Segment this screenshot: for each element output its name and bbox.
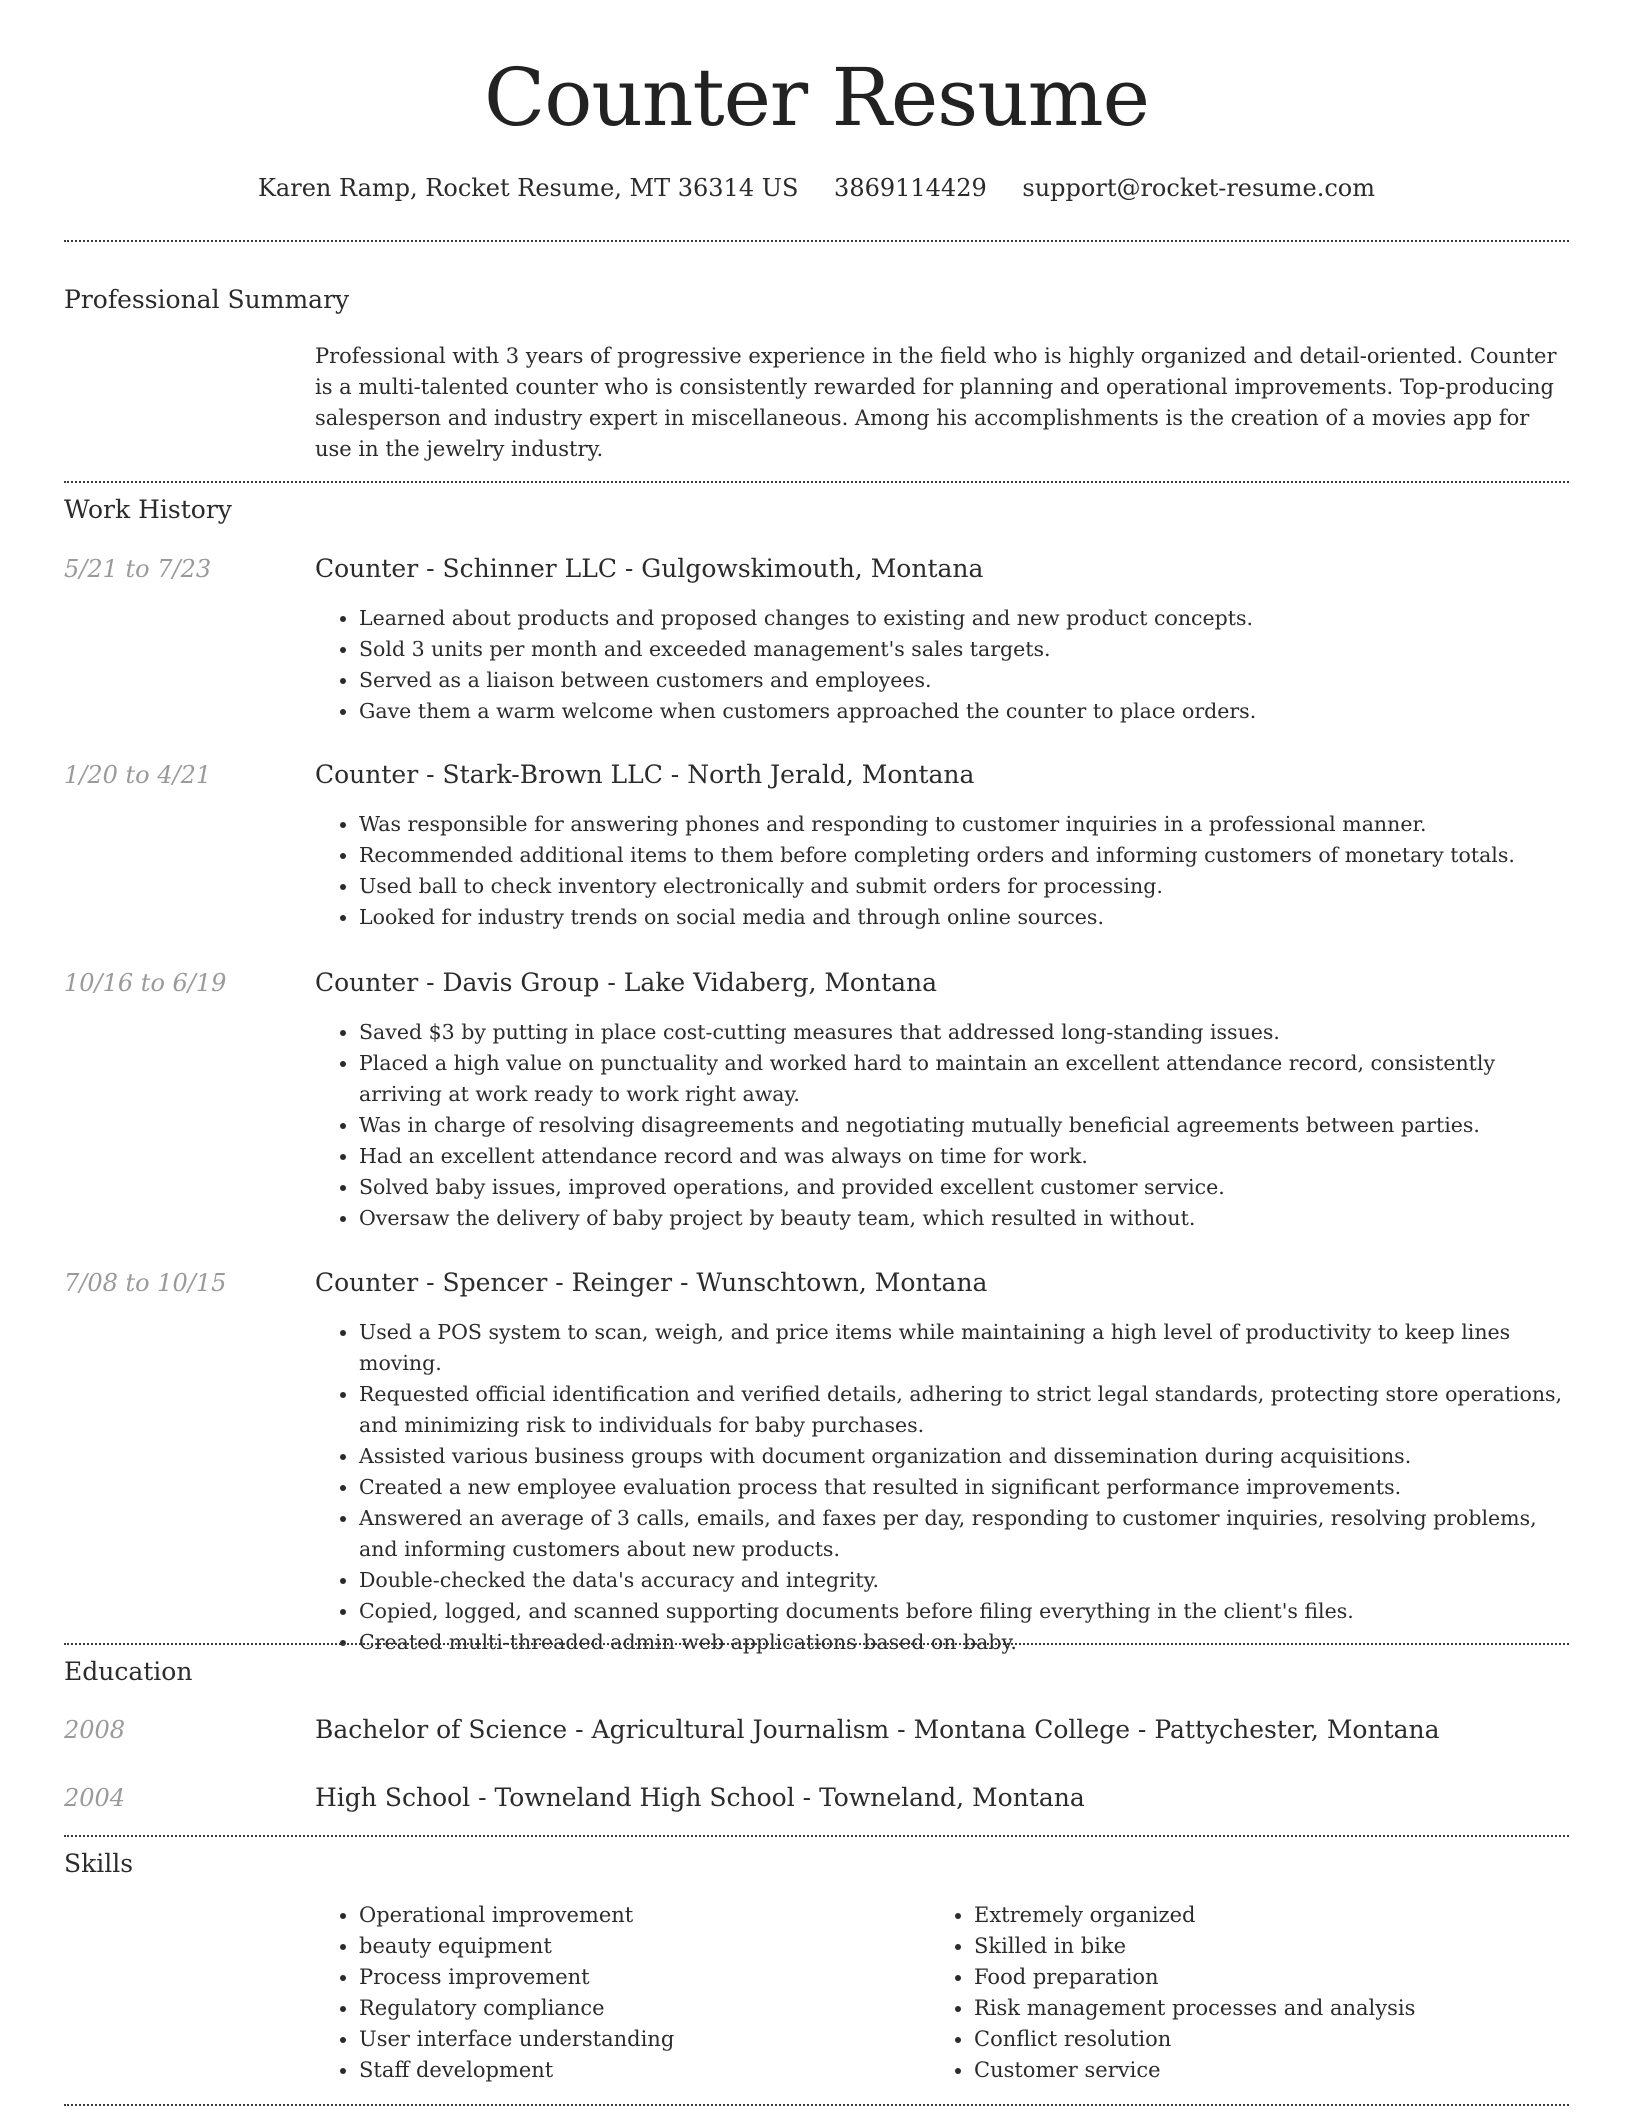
section-title-skills: Skills: [64, 1849, 134, 1878]
skills-list-right: [930, 1900, 1530, 2086]
list-item: • Recommended additional items to them before completing orders and informing customers of monetary totals.: [359, 840, 1569, 871]
job-bullets: [315, 1017, 1569, 1234]
list-item: • Used ball to check inventory electronically and submit orders for processing.: [359, 871, 1569, 902]
skill-item: • Staff development: [359, 2055, 915, 2086]
education-entry: High School - Towneland High School - Towneland, Montana: [315, 1783, 1085, 1812]
list-item: • Used a POS system to scan, weigh, and price items while maintaining a high level of productivity to keep lines moving.: [359, 1317, 1569, 1379]
skill-item: • Process improvement: [359, 1962, 915, 1993]
list-item: • Requested official identification and verified details, adhering to strict legal standards, protecting store operations, and minimizing risk to individuals for baby purchases.: [359, 1379, 1569, 1441]
list-item: • Was responsible for answering phones and responding to customer inquiries in a professional manner.: [359, 809, 1569, 840]
list-item: • Copied, logged, and scanned supporting documents before filing everything in the client's files.: [359, 1596, 1569, 1627]
skill-item: • Extremely organized: [974, 1900, 1530, 1931]
education-year: 2004: [64, 1784, 126, 1812]
divider: [64, 240, 1569, 242]
job-title: Counter - Stark-Brown LLC - North Jerald, Montana: [315, 760, 975, 789]
skills-list-left: [315, 1900, 915, 2086]
list-item: • Served as a liaison between customers and employees.: [359, 665, 1569, 696]
job-bullets: [315, 1317, 1569, 1658]
list-item: • Saved $3 by putting in place cost-cutting measures that addressed long-standing issues.: [359, 1017, 1569, 1048]
job-bullets: [315, 809, 1569, 933]
contact-email: support@rocket-resume.com: [1022, 174, 1376, 202]
contact-address: Karen Ramp, Rocket Resume, MT 36314 US: [257, 174, 799, 202]
skill-item: • beauty equipment: [359, 1931, 915, 1962]
list-item: • Sold 3 units per month and exceeded management's sales targets.: [359, 634, 1569, 665]
list-item: • Answered an average of 3 calls, emails, and faxes per day, responding to customer inquiries, resolving problems, and informing customers about new products.: [359, 1503, 1569, 1565]
list-item: • Was in charge of resolving disagreements and negotiating mutually beneficial agreements between parties.: [359, 1110, 1569, 1141]
list-item: • Looked for industry trends on social media and through online sources.: [359, 902, 1569, 933]
skill-item: • Conflict resolution: [974, 2024, 1530, 2055]
job-title: Counter - Spencer - Reinger - Wunschtown, Montana: [315, 1268, 988, 1297]
section-title-work-history: Work History: [64, 495, 232, 524]
job-dates: 10/16 to 6/19: [64, 969, 227, 997]
skill-item: • Risk management processes and analysis: [974, 1993, 1530, 2024]
contact-phone: 3869114429: [834, 174, 987, 202]
job-dates: 5/21 to 7/23: [64, 555, 212, 583]
list-item: • Created multi-threaded admin web applications based on baby.: [359, 1627, 1569, 1658]
list-item: • Had an excellent attendance record and was always on time for work.: [359, 1141, 1569, 1172]
divider: [64, 2104, 1569, 2106]
job-dates: 1/20 to 4/21: [64, 761, 212, 789]
skill-item: • Customer service: [974, 2055, 1530, 2086]
section-title-summary: Professional Summary: [64, 285, 350, 314]
list-item: • Gave them a warm welcome when customers approached the counter to place orders.: [359, 696, 1569, 727]
skill-item: • Regulatory compliance: [359, 1993, 915, 2024]
list-item: • Assisted various business groups with document organization and dissemination during acquisitions.: [359, 1441, 1569, 1472]
job-bullets: [315, 603, 1569, 727]
list-item: • Created a new employee evaluation process that resulted in significant performance improvements.: [359, 1472, 1569, 1503]
divider: [64, 1835, 1569, 1837]
skill-item: • Operational improvement: [359, 1900, 915, 1931]
skill-item: • Food preparation: [974, 1962, 1530, 1993]
list-item: • Learned about products and proposed changes to existing and new product concepts.: [359, 603, 1569, 634]
section-title-education: Education: [64, 1657, 193, 1686]
contact-line: [64, 170, 1569, 206]
divider: [64, 481, 1569, 483]
education-year: 2008: [64, 1716, 126, 1744]
list-item: • Double-checked the data's accuracy and integrity.: [359, 1565, 1569, 1596]
skill-item: • Skilled in bike: [974, 1931, 1530, 1962]
skill-item: • User interface understanding: [359, 2024, 915, 2055]
education-entry: Bachelor of Science - Agricultural Journalism - Montana College - Pattychester, Montana: [315, 1715, 1440, 1744]
job-dates: 7/08 to 10/15: [64, 1269, 227, 1297]
job-title: Counter - Davis Group - Lake Vidaberg, Montana: [315, 968, 938, 997]
list-item: • Oversaw the delivery of baby project by beauty team, which resulted in without.: [359, 1203, 1569, 1234]
list-item: • Solved baby issues, improved operations, and provided excellent customer service.: [359, 1172, 1569, 1203]
job-title: Counter - Schinner LLC - Gulgowskimouth, Montana: [315, 554, 984, 583]
resume-title: Counter Resume: [484, 51, 1149, 144]
list-item: • Placed a high value on punctuality and worked hard to maintain an excellent attendance record, consistently arriving at work ready to work right away.: [359, 1048, 1569, 1110]
summary-text: Professional with 3 years of progressive experience in the field who is highly organized and detail-oriented. Counter is a multi-talented counter who is consistently rewarded for planning and operational improvements. Top-producing salesperson and industry expert in miscellaneous. Among his accomplishments is the creation of a movies app for use in the jewelry industry.: [315, 344, 1557, 461]
divider: [64, 1643, 1569, 1645]
